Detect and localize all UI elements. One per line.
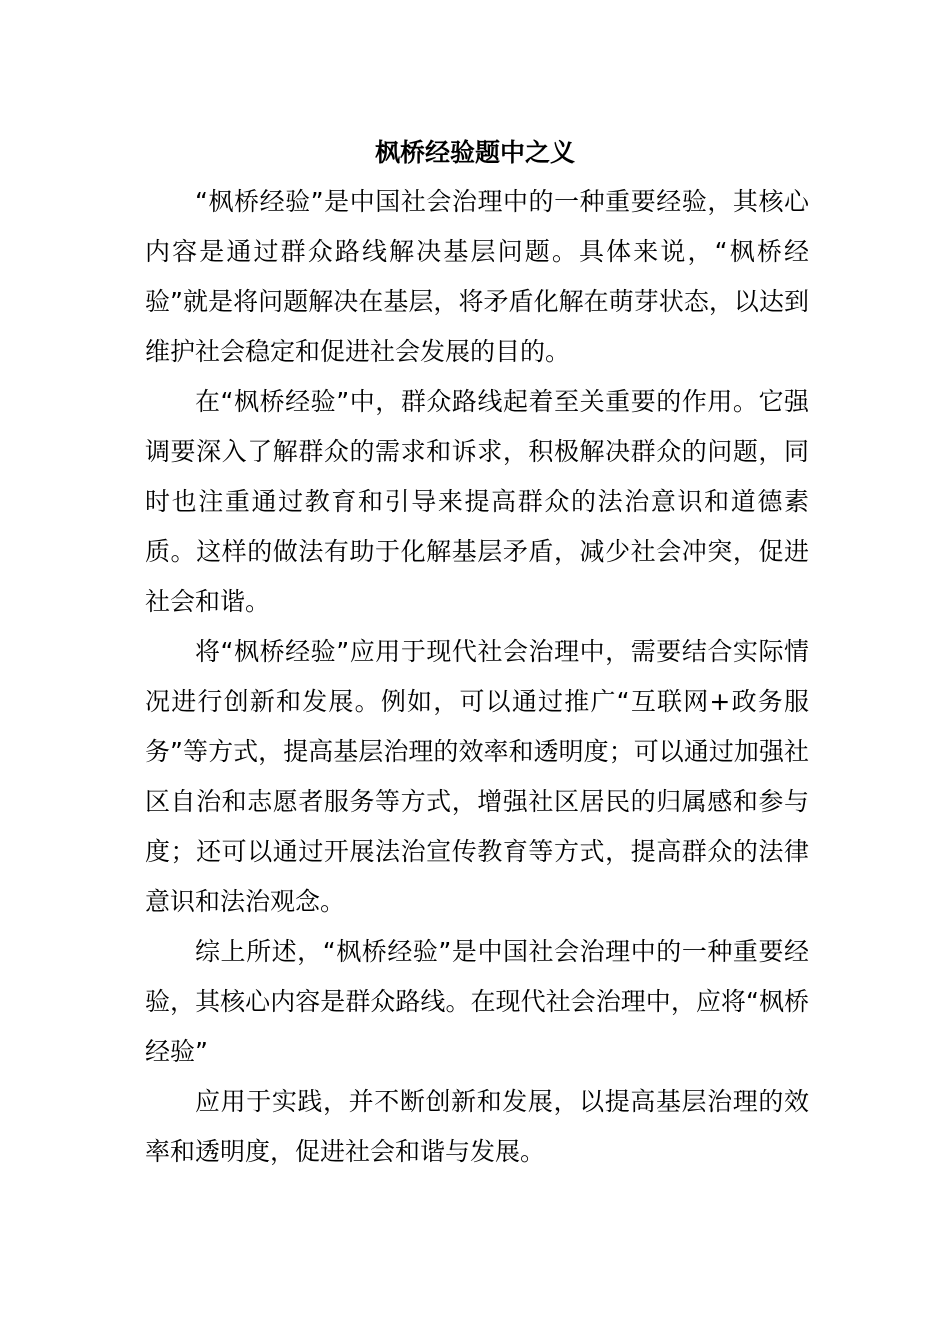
document-body	[145, 177, 809, 1177]
paragraph-4: 综上所述，“枫桥经验”是中国社会治理中的一种重要经验，其核心内容是群众路线。在现代社会治理中，应将“枫桥经验”	[145, 937, 809, 1066]
paragraph-5: 应用于实践，并不断创新和发展，以提高基层治理的效率和透明度，促进社会和谐与发展。	[145, 1087, 809, 1166]
document-title: 枫桥经验题中之义	[374, 138, 575, 167]
paragraph-2: 在“枫桥经验”中，群众路线起着至关重要的作用。它强调要深入了解群众的需求和诉求，积极解决群众的问题，同时也注重通过教育和引导来提高群众的法治意识和道德素质。这样的做法有助于化解基层矛盾，减少社会冲突，促进社会和谐。	[145, 387, 809, 616]
paragraph-1: “枫桥经验”是中国社会治理中的一种重要经验，其核心内容是通过群众路线解决基层问题。具体来说，“枫桥经验”就是将问题解决在基层，将矛盾化解在萌芽状态，以达到维护社会稳定和促进社会发展的目的。	[145, 187, 809, 366]
paragraph-3: 将“枫桥经验”应用于现代社会治理中，需要结合实际情况进行创新和发展。例如，可以通过推广“互联网+政务服务”等方式，提高基层治理的效率和透明度；可以通过加强社区自治和志愿者服务等方式，增强社区居民的归属感和参与度；还可以通过开展法治宣传教育等方式，提高群众的法律意识和法治观念。	[145, 637, 809, 916]
